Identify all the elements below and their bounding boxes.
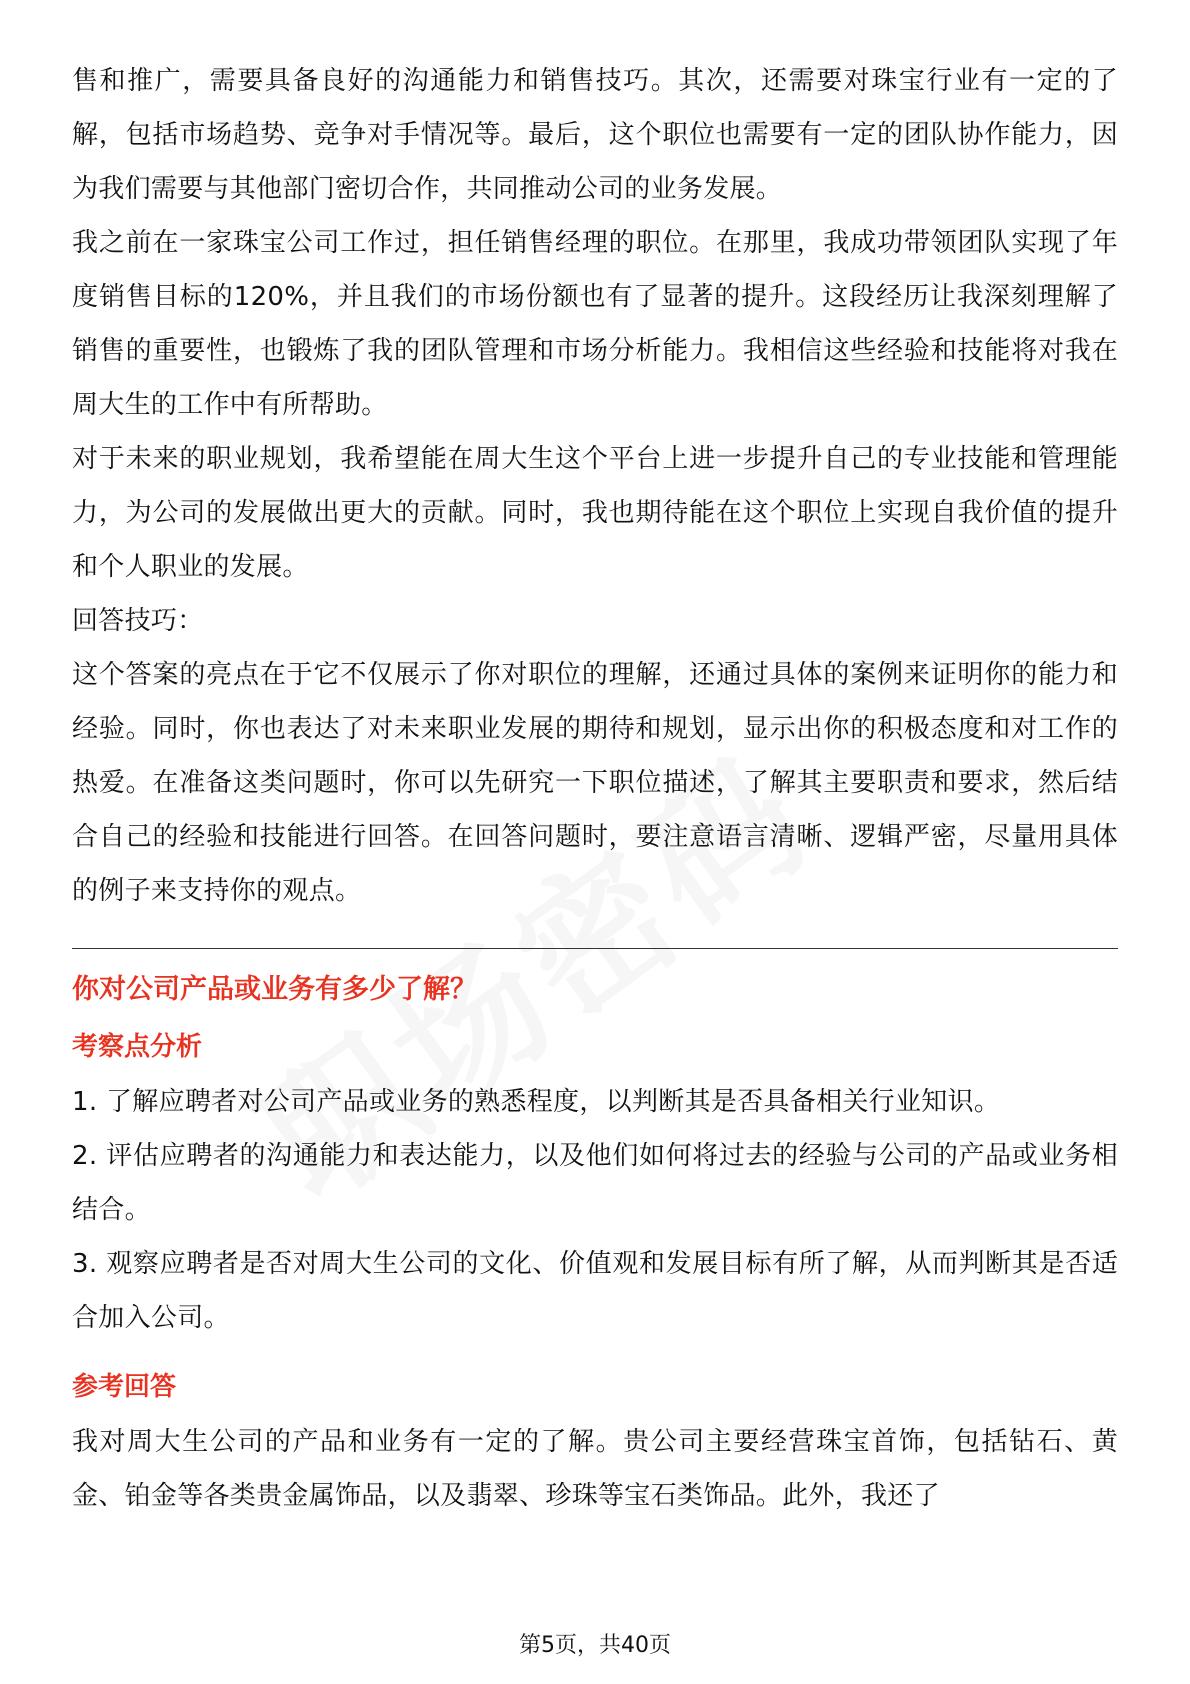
question-title: 你对公司产品或业务有多少了解？	[72, 974, 477, 1005]
body-paragraph: 对于未来的职业规划，我希望能在周大生这个平台上进一步提升自己的专业技能和管理能力，为公司的发展做出更大的贡献。同时，我也期待能在这个职位上实现自我价值的提升和个人职业的发展。	[72, 444, 1118, 582]
body-paragraph: 我之前在一家珠宝公司工作过，担任销售经理的职位。在那里，我成功带领团队实现了年度销售目标的120%，并且我们的市场份额也有了显著的提升。这段经历让我深刻理解了销售的重要性，也锻炼了我的团队管理和市场分析能力。我相信这些经验和技能将对我在周大生的工作中有所帮助。	[72, 228, 1118, 420]
page-content	[72, 54, 1118, 1523]
answer-tips-label: 回答技巧：	[72, 606, 204, 636]
page-number: 第5页，共40页	[519, 1633, 671, 1658]
answer-paragraph: 我对周大生公司的产品和业务有一定的了解。贵公司主要经营珠宝首饰，包括钻石、黄金、铂金等各类贵金属饰品，以及翡翠、珍珠等宝石类饰品。此外，我还了	[72, 1427, 1118, 1511]
body-paragraph: 售和推广，需要具备良好的沟通能力和销售技巧。其次，还需要对珠宝行业有一定的了解，包括市场趋势、竞争对手情况等。最后，这个职位也需要有一定的团队协作能力，因为我们需要与其他部门密切合作，共同推动公司的业务发展。	[72, 66, 1118, 204]
answer-heading: 参考回答	[72, 1372, 177, 1402]
body-paragraph: 这个答案的亮点在于它不仅展示了你对职位的理解，还通过具体的案例来证明你的能力和经验。同时，你也表达了对未来职业发展的期待和规划，显示出你的积极态度和对工作的热爱。在准备这类问题时，你可以先研究一下职位描述，了解其主要职责和要求，然后结合自己的经验和技能进行回答。在回答问题时，要注意语言清晰、逻辑严密，尽量用具体的例子来支持你的观点。	[72, 660, 1118, 906]
analysis-point: 1. 了解应聘者对公司产品或业务的熟悉程度，以判断其是否具备相关行业知识。	[72, 1087, 1001, 1117]
analysis-point: 3. 观察应聘者是否对周大生公司的文化、价值观和发展目标有所了解，从而判断其是否适合加入公司。	[72, 1249, 1118, 1333]
section-divider	[72, 948, 1118, 949]
analysis-point: 2. 评估应聘者的沟通能力和表达能力，以及他们如何将过去的经验与公司的产品或业务相结合。	[72, 1141, 1118, 1225]
analysis-heading: 考察点分析	[72, 1032, 203, 1062]
